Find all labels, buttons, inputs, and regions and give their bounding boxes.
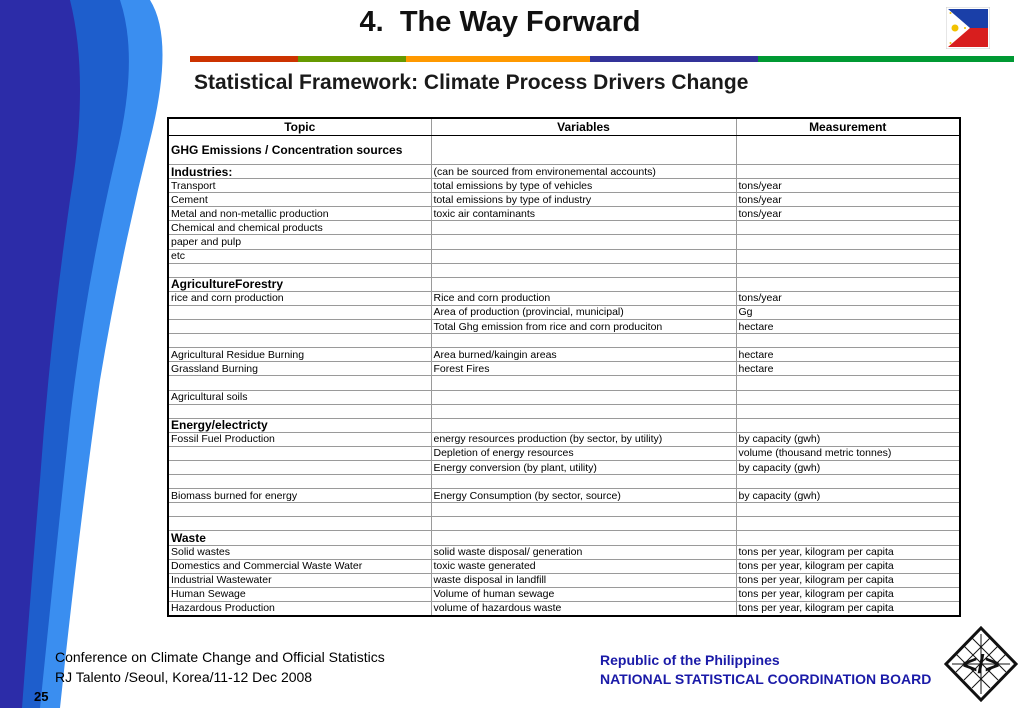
cell-variables <box>431 390 736 404</box>
table-row <box>168 221 960 235</box>
cell-variables: solid waste disposal/ generation <box>431 545 736 559</box>
cell-variables <box>431 277 736 291</box>
cell-variables: energy resources production (by sector, by utility) <box>431 432 736 446</box>
cell-topic: Chemical and chemical products <box>168 221 431 235</box>
cell-measurement: hectare <box>736 362 960 376</box>
table-row <box>168 531 960 545</box>
cell-variables: Energy Consumption (by sector, source) <box>431 489 736 503</box>
cell-topic: Fossil Fuel Production <box>168 432 431 446</box>
cell-variables: waste disposal in landfill <box>431 573 736 587</box>
cell-measurement <box>736 475 960 489</box>
table-row <box>168 404 960 418</box>
cell-measurement <box>736 503 960 517</box>
cell-variables <box>431 475 736 489</box>
table-row <box>168 545 960 559</box>
cell-topic: Energy/electricty <box>168 418 431 432</box>
cell-measurement: tons/year <box>736 179 960 193</box>
cell-topic <box>168 475 431 489</box>
table-row <box>168 249 960 263</box>
cell-variables <box>431 235 736 249</box>
table-row <box>168 601 960 616</box>
cell-measurement: tons per year, kilogram per capita <box>736 545 960 559</box>
cell-measurement: hectare <box>736 348 960 362</box>
table-row <box>168 291 960 305</box>
svg-text:</>: </> <box>962 649 1000 679</box>
cell-measurement <box>736 376 960 390</box>
table-row <box>168 446 960 460</box>
cell-measurement: tons per year, kilogram per capita <box>736 587 960 601</box>
table-row <box>168 348 960 362</box>
cell-variables: Area of production (provincial, municipal) <box>431 305 736 319</box>
cell-variables: total emissions by type of vehicles <box>431 179 736 193</box>
framework-table <box>167 117 961 617</box>
cell-topic: Transport <box>168 179 431 193</box>
table-row <box>168 390 960 404</box>
cell-variables <box>431 136 736 165</box>
table-row <box>168 489 960 503</box>
table-body <box>168 136 960 617</box>
table-row <box>168 517 960 531</box>
cell-variables: Area burned/kaingin areas <box>431 348 736 362</box>
slide-title: 4. The Way Forward <box>359 6 641 38</box>
cell-topic: etc <box>168 249 431 263</box>
page-number: 25 <box>34 689 49 704</box>
cell-measurement: by capacity (gwh) <box>736 489 960 503</box>
cell-variables <box>431 334 736 348</box>
cell-measurement: tons per year, kilogram per capita <box>736 573 960 587</box>
cell-topic: Industries: <box>168 165 431 179</box>
cell-measurement: Gg <box>736 305 960 319</box>
cell-topic <box>168 503 431 517</box>
table-row <box>168 418 960 432</box>
cell-measurement <box>736 263 960 277</box>
cell-topic: AgricultureForestry <box>168 277 431 291</box>
cell-measurement: by capacity (gwh) <box>736 460 960 474</box>
cell-topic <box>168 446 431 460</box>
cell-variables <box>431 249 736 263</box>
cell-measurement: tons/year <box>736 207 960 221</box>
cell-topic: Human Sewage <box>168 587 431 601</box>
cell-measurement: hectare <box>736 320 960 334</box>
table-row <box>168 193 960 207</box>
agency-name: NATIONAL STATISTICAL COORDINATION BOARD <box>600 671 932 687</box>
cell-measurement <box>736 531 960 545</box>
table-row <box>168 179 960 193</box>
table-row <box>168 460 960 474</box>
cell-topic: Agricultural soils <box>168 390 431 404</box>
cell-topic <box>168 320 431 334</box>
cell-topic <box>168 376 431 390</box>
table-row <box>168 503 960 517</box>
cell-topic <box>168 517 431 531</box>
table-row <box>168 235 960 249</box>
cell-topic: Solid wastes <box>168 545 431 559</box>
table-row <box>168 334 960 348</box>
cell-measurement <box>736 136 960 165</box>
author-line: RJ Talento /Seoul, Korea/11-12 Dec 2008 <box>55 669 313 685</box>
color-stripe-bar <box>190 56 1014 62</box>
table-row <box>168 587 960 601</box>
cell-measurement <box>736 404 960 418</box>
cell-topic: Cement <box>168 193 431 207</box>
table-row <box>168 559 960 573</box>
table-row <box>168 207 960 221</box>
cell-topic: Biomass burned for energy <box>168 489 431 503</box>
cell-variables: total emissions by type of industry <box>431 193 736 207</box>
cell-topic: Grassland Burning <box>168 362 431 376</box>
cell-variables: Forest Fires <box>431 362 736 376</box>
cell-measurement: tons/year <box>736 193 960 207</box>
cell-measurement: tons/year <box>736 291 960 305</box>
cell-topic: GHG Emissions / Concentration sources <box>168 136 431 165</box>
cell-topic: Industrial Wastewater <box>168 573 431 587</box>
table-row <box>168 305 960 319</box>
table-row <box>168 136 960 165</box>
philippine-flag-icon <box>946 7 990 49</box>
cell-topic: Waste <box>168 531 431 545</box>
cell-topic: Domestics and Commercial Waste Water <box>168 559 431 573</box>
cell-measurement <box>736 235 960 249</box>
table-row <box>168 165 960 179</box>
cell-variables: Energy conversion (by plant, utility) <box>431 460 736 474</box>
cell-variables: toxic waste generated <box>431 559 736 573</box>
table-row <box>168 277 960 291</box>
footer-left <box>55 647 385 687</box>
table-row <box>168 376 960 390</box>
country-name: Republic of the Philippines <box>600 652 780 668</box>
cell-measurement <box>736 390 960 404</box>
cell-variables <box>431 376 736 390</box>
cell-measurement <box>736 418 960 432</box>
slide-subtitle: Statistical Framework: Climate Process Drivers Change <box>194 71 749 94</box>
header-measurement: Measurement <box>736 118 960 136</box>
table-row <box>168 362 960 376</box>
cell-variables <box>431 503 736 517</box>
cell-variables: Volume of human sewage <box>431 587 736 601</box>
cell-variables: Total Ghg emission from rice and corn produciton <box>431 320 736 334</box>
table-row <box>168 432 960 446</box>
cell-topic <box>168 404 431 418</box>
cell-topic <box>168 263 431 277</box>
header-variables: Variables <box>431 118 736 136</box>
cell-topic: paper and pulp <box>168 235 431 249</box>
cell-topic <box>168 334 431 348</box>
cell-topic <box>168 460 431 474</box>
table-row <box>168 573 960 587</box>
header-topic: Topic <box>168 118 431 136</box>
cell-variables: (can be sourced from environemental accounts) <box>431 165 736 179</box>
cell-measurement <box>736 165 960 179</box>
cell-measurement <box>736 334 960 348</box>
cell-measurement: volume (thousand metric tonnes) <box>736 446 960 460</box>
cell-variables <box>431 517 736 531</box>
conference-name: Conference on Climate Change and Official Statistics <box>55 649 385 665</box>
cell-topic: Agricultural Residue Burning <box>168 348 431 362</box>
cell-topic: Metal and non-metallic production <box>168 207 431 221</box>
table-header-row <box>168 118 960 136</box>
cell-variables: Depletion of energy resources <box>431 446 736 460</box>
cell-measurement <box>736 517 960 531</box>
cell-measurement: by capacity (gwh) <box>736 432 960 446</box>
cell-measurement <box>736 249 960 263</box>
cell-measurement <box>736 221 960 235</box>
cell-topic <box>168 305 431 319</box>
nscb-logo-icon <box>944 626 1018 702</box>
cell-topic: rice and corn production <box>168 291 431 305</box>
cell-measurement: tons per year, kilogram per capita <box>736 559 960 573</box>
cell-variables <box>431 418 736 432</box>
cell-measurement <box>736 277 960 291</box>
cell-variables <box>431 221 736 235</box>
footer-right <box>600 651 931 689</box>
cell-variables: Rice and corn production <box>431 291 736 305</box>
table-row <box>168 320 960 334</box>
table-row <box>168 263 960 277</box>
cell-variables <box>431 263 736 277</box>
table-row <box>168 475 960 489</box>
cell-measurement: tons per year, kilogram per capita <box>736 601 960 616</box>
cell-variables: volume of hazardous waste <box>431 601 736 616</box>
cell-variables <box>431 531 736 545</box>
cell-variables: toxic air contaminants <box>431 207 736 221</box>
cell-variables <box>431 404 736 418</box>
cell-topic: Hazardous Production <box>168 601 431 616</box>
